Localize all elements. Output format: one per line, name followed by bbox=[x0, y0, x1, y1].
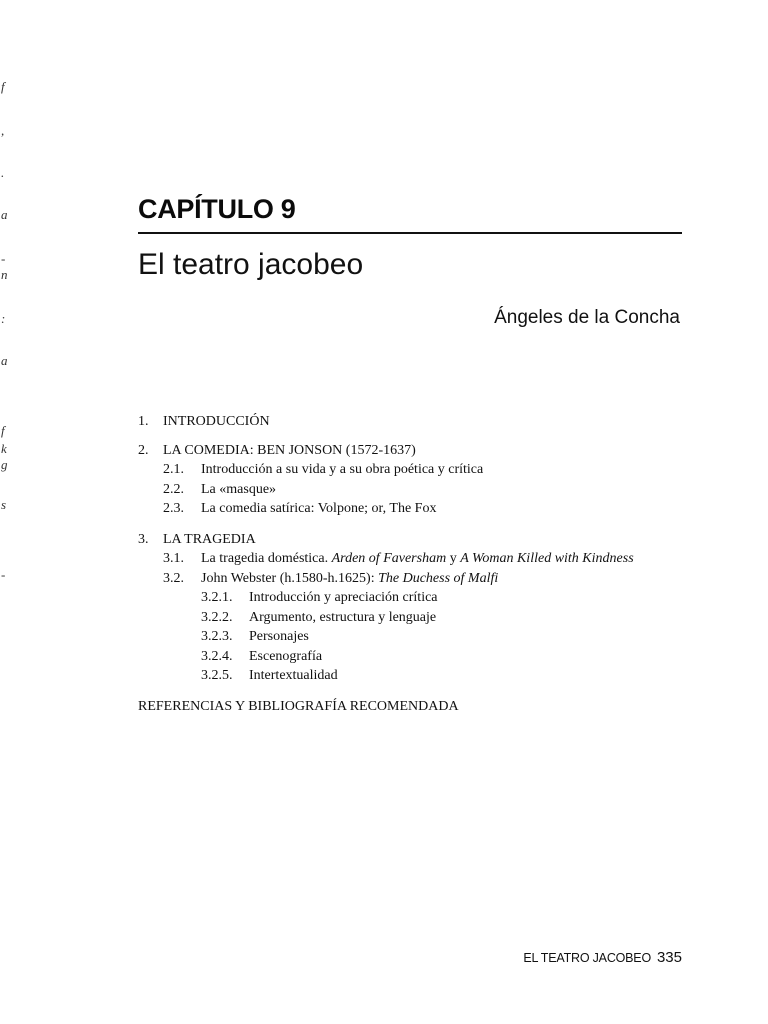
toc-text: REFERENCIAS Y BIBLIOGRAFÍA RECOMENDADA bbox=[138, 698, 459, 714]
toc-entry-3-2-4 bbox=[138, 647, 698, 667]
toc-entry-2-3 bbox=[138, 499, 698, 519]
gutter-mark: , bbox=[1, 123, 5, 138]
gutter-mark: . bbox=[1, 165, 5, 180]
running-head: EL TEATRO JACOBEO bbox=[523, 951, 651, 965]
gutter-mark: f bbox=[1, 423, 5, 438]
toc-entry-2-1 bbox=[138, 460, 698, 480]
toc-text: La «masque» bbox=[201, 481, 277, 497]
toc-entry-3-2-1 bbox=[138, 588, 698, 608]
toc-text: LA COMEDIA: BEN JONSON (1572-1637) bbox=[163, 442, 416, 458]
toc-number: 2.3. bbox=[163, 501, 184, 516]
gutter-mark: - bbox=[1, 567, 6, 582]
toc-number: 3.2.5. bbox=[201, 668, 233, 683]
facing-page-gutter bbox=[0, 0, 14, 1024]
toc-text: Argumento, estructura y lenguaje bbox=[249, 609, 437, 625]
gutter-mark: n bbox=[1, 267, 8, 282]
chapter-author: Ángeles de la Concha bbox=[494, 307, 680, 328]
chapter-label: CAPÍTULO 9 bbox=[138, 194, 296, 224]
toc-entry-3-2-2 bbox=[138, 608, 698, 628]
toc-number: 2. bbox=[138, 442, 149, 458]
table-of-contents bbox=[138, 412, 698, 716]
toc-text: LA TRAGEDIA bbox=[163, 531, 256, 547]
toc-number: 1. bbox=[138, 414, 149, 429]
gutter-mark: : bbox=[1, 311, 6, 326]
gutter-mark: f bbox=[1, 79, 5, 94]
chapter-title: El teatro jacobeo bbox=[138, 248, 364, 281]
toc-text-connector: y bbox=[446, 551, 461, 566]
toc-entry-3-2-5 bbox=[138, 666, 698, 686]
toc-text: Personajes bbox=[249, 629, 309, 644]
toc-entry-2-2 bbox=[138, 480, 698, 500]
toc-number: 3.1. bbox=[163, 551, 184, 566]
gutter-mark: g bbox=[1, 457, 8, 472]
toc-text: La tragedia doméstica. bbox=[201, 551, 332, 566]
toc-text: Escenografía bbox=[249, 648, 323, 664]
page-footer bbox=[523, 950, 682, 965]
toc-number: 3.2.4. bbox=[201, 648, 233, 664]
toc-text: John Webster (h.1580-h.1625): bbox=[201, 570, 379, 586]
toc-number: 3.2.1. bbox=[201, 590, 233, 605]
toc-work-title: The Duchess of Malfi bbox=[378, 570, 499, 586]
toc-number: 2.1. bbox=[163, 462, 184, 477]
toc-text: Introducción y apreciación crítica bbox=[249, 590, 438, 605]
page-number: 335 bbox=[656, 949, 682, 966]
toc-text: Introducción a su vida y a su obra poética y crítica bbox=[201, 462, 484, 477]
toc-entry-introduccion bbox=[138, 412, 698, 432]
toc-text: INTRODUCCIÓN bbox=[163, 414, 270, 429]
gutter-mark: a bbox=[1, 207, 8, 222]
gutter-mark: k bbox=[1, 441, 7, 456]
toc-work-title: Arden of Faversham bbox=[331, 551, 447, 566]
toc-entry-tragedia bbox=[138, 530, 698, 550]
toc-work-title: A Woman Killed with Kindness bbox=[460, 551, 634, 566]
toc-number: 3.2.3. bbox=[201, 629, 233, 644]
toc-text: Intertextualidad bbox=[249, 668, 338, 683]
gutter-mark: - bbox=[1, 251, 6, 266]
toc-entry-3-2-3 bbox=[138, 627, 698, 647]
toc-entry-3-2 bbox=[138, 569, 698, 589]
toc-number: 2.2. bbox=[163, 481, 184, 497]
toc-entry-referencias bbox=[138, 697, 698, 717]
toc-number: 3. bbox=[138, 531, 149, 547]
toc-number: 3.2.2. bbox=[201, 609, 233, 625]
toc-entry-3-1 bbox=[138, 549, 698, 569]
toc-number: 3.2. bbox=[163, 570, 184, 586]
gutter-mark: a bbox=[1, 353, 8, 368]
toc-entry-comedia bbox=[138, 441, 698, 461]
gutter-mark: s bbox=[1, 497, 7, 512]
toc-text: La comedia satírica: Volpone; or, The Fox bbox=[201, 501, 437, 516]
chapter-rule bbox=[138, 232, 682, 234]
